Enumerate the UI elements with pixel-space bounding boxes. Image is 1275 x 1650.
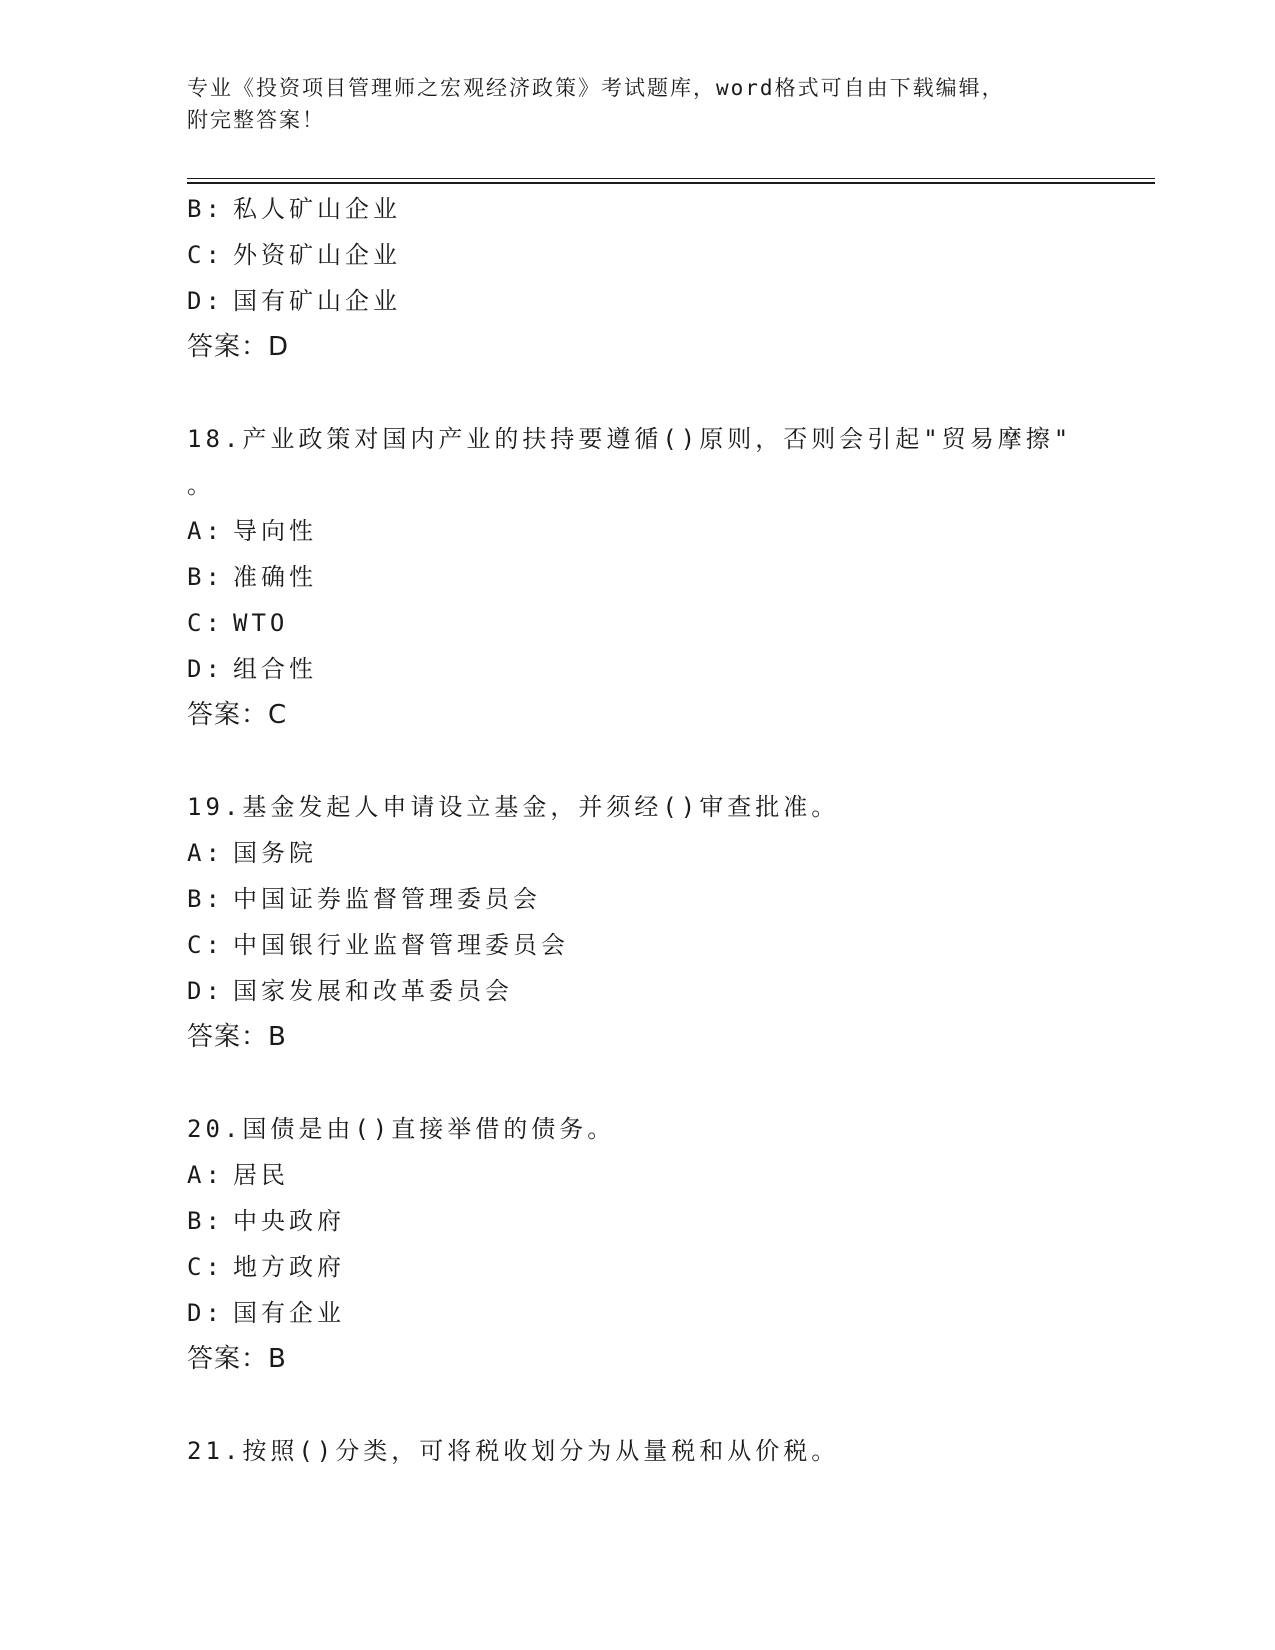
- option-text: 中央政府: [233, 1207, 345, 1235]
- header-line-2: 附完整答案！: [187, 108, 325, 132]
- option-text: 地方政府: [233, 1253, 345, 1281]
- question-stem: 18.产业政策对国内产业的扶持要遵循()原则，否则会引起"贸易摩擦": [187, 425, 1073, 453]
- header-line-1: 专业《投资项目管理师之宏观经济政策》考试题库，word格式可自由下载编辑，: [187, 76, 1005, 100]
- option-text: 中国银行业监督管理委员会: [233, 931, 569, 959]
- option-key: C:: [187, 609, 224, 637]
- option-text: 组合性: [233, 655, 317, 683]
- answer: 答案：B: [187, 1022, 287, 1052]
- option-key: D:: [187, 655, 224, 683]
- document-header: [187, 72, 1067, 136]
- option-text: 外资矿山企业: [233, 241, 401, 269]
- option-key: B:: [187, 195, 224, 223]
- question-stem-continuation: 。: [187, 471, 215, 499]
- option-text: 准确性: [233, 563, 317, 591]
- option-c: [187, 600, 1087, 646]
- answer: 答案：D: [187, 332, 290, 362]
- header-rule-thick: [187, 182, 1155, 184]
- option-key: A:: [187, 839, 224, 867]
- option-text: 居民: [233, 1161, 289, 1189]
- option-a: [187, 508, 1087, 554]
- option-b: [187, 1198, 1087, 1244]
- option-key: C:: [187, 1253, 224, 1281]
- option-key: A:: [187, 1161, 224, 1189]
- option-b: [187, 186, 1087, 232]
- answer: 答案：C: [187, 700, 288, 730]
- option-c: [187, 922, 1087, 968]
- option-key: D:: [187, 1299, 224, 1327]
- option-b: [187, 876, 1087, 922]
- option-text: 导向性: [233, 517, 317, 545]
- option-key: C:: [187, 931, 224, 959]
- question-stem: 21.按照()分类，可将税收划分为从量税和从价税。: [187, 1437, 840, 1465]
- option-key: B:: [187, 563, 224, 591]
- option-text: 私人矿山企业: [233, 195, 401, 223]
- answer: 答案：B: [187, 1344, 287, 1374]
- option-key: B:: [187, 885, 224, 913]
- option-key: B:: [187, 1207, 224, 1235]
- option-text: WTO: [233, 609, 289, 637]
- option-a: [187, 1152, 1087, 1198]
- option-a: [187, 830, 1087, 876]
- option-c: [187, 1244, 1087, 1290]
- option-key: D:: [187, 287, 224, 315]
- option-b: [187, 554, 1087, 600]
- option-d: [187, 1290, 1087, 1336]
- option-key: C:: [187, 241, 224, 269]
- option-text: 国有企业: [233, 1299, 345, 1327]
- option-d: [187, 968, 1087, 1014]
- header-rule-thin: [187, 178, 1155, 179]
- question-stem: 19.基金发起人申请设立基金，并须经()审查批准。: [187, 793, 840, 821]
- option-key: A:: [187, 517, 224, 545]
- option-text: 国家发展和改革委员会: [233, 977, 513, 1005]
- option-text: 国有矿山企业: [233, 287, 401, 315]
- question-list: [187, 186, 1087, 1474]
- option-key: D:: [187, 977, 224, 1005]
- question-stem: 20.国债是由()直接举借的债务。: [187, 1115, 616, 1143]
- option-text: 国务院: [233, 839, 317, 867]
- option-c: [187, 232, 1087, 278]
- option-d: [187, 646, 1087, 692]
- option-d: [187, 278, 1087, 324]
- option-text: 中国证券监督管理委员会: [233, 885, 541, 913]
